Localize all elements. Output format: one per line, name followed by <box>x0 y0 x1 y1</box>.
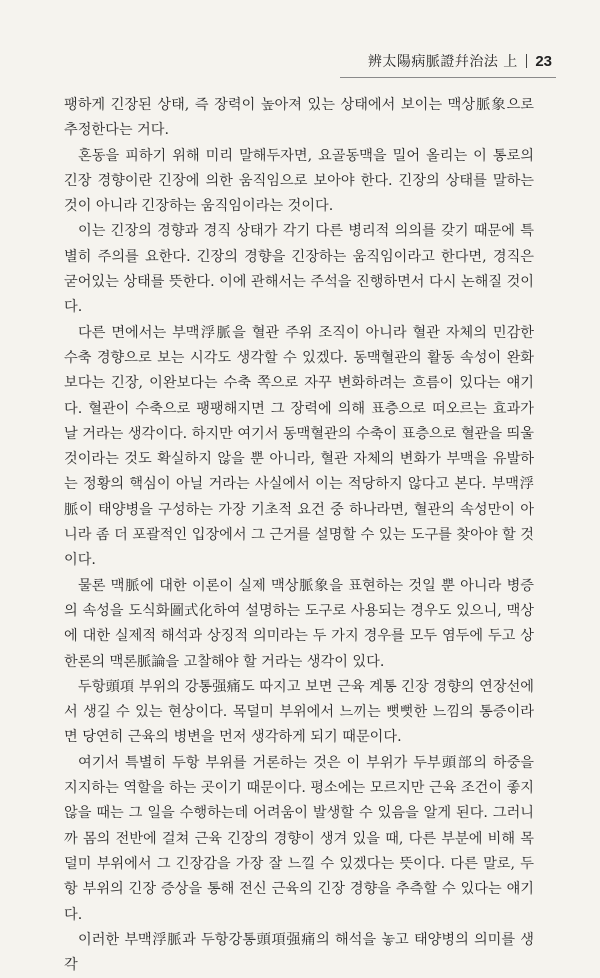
paragraph: 팽하게 긴장된 상태, 즉 장력이 높아져 있는 상태에서 보이는 맥상脈象으로 추정한다는 거다. <box>64 97 534 139</box>
paragraph: 여기서 특별히 두항 부위를 거론하는 것은 이 부위가 두부頭部의 하중을 지지하는 역할을 하는 곳이기 때문이다. 평소에는 모르지만 근육 조건이 좋지 않을 때는 그 일을 수행하는데 어려움이 발생할 수 있음을 알게 된다. 그러니까 몸의 전반에 걸쳐 근육 긴장의 경향이 생겨 있을 때, 다른 부분에 비해 목덜미 부위에서 그 긴장감을 가장 잘 느낄 수 있겠다는 뜻이다. 다른 말로, 두항 부위의 긴장 증상을 통해 전신 근육의 긴장 경향을 추측할 수 있다는 얘기다. <box>64 754 534 923</box>
body-text <box>64 93 534 978</box>
paragraph: 이는 긴장의 경향과 경직 상태가 각기 다른 병리적 의의를 갖기 때문에 특별히 주의를 요한다. 긴장의 경향을 긴장하는 움직임이라고 한다면, 경직은 굳어있는 상태를 뜻한다. 이에 관해서는 주석을 진행하면서 다시 논해질 것이다. <box>64 223 534 316</box>
chapter-title: 辨太陽病脈證幷治法 上 <box>367 54 518 70</box>
running-header <box>0 50 552 72</box>
header-rule <box>340 77 556 78</box>
paragraph: 다른 면에서는 부맥浮脈을 혈관 주위 조직이 아니라 혈관 자체의 민감한 수축 경향으로 보는 시각도 생각할 수 있겠다. 동맥혈관의 활동 속성이 완화보다는 긴장, 이완보다는 수축 쪽으로 자꾸 변화하려는 흐름이 있다는 얘기다. 혈관이 수축으로 팽팽해지면 그 장력에 의해 표층으로 떠오르는 효과가 날 거라는 생각이다. 하지만 여기서 동맥혈관의 수축이 표층으로 혈관을 띄울 것이라는 것도 확실하지 않을 뿐 아니라, 혈관 자체의 변화가 부맥을 유발하는 정황의 핵심이 아닐 거라는 사실에서 이는 적당하지 않다고 본다. 부맥浮脈이 태양병을 구성하는 가장 기초적 요건 중 하나라면, 혈관의 속성만이 아니라 좀 더 포괄적인 입장에서 그 근거를 설명할 수 있는 도구를 찾아야 할 것이다. <box>64 324 534 569</box>
paragraph: 두항頭項 부위의 강통强痛도 따지고 보면 근육 계통 긴장 경향의 연장선에서 생길 수 있는 현상이다. 목덜미 부위에서 느끼는 뻣뻣한 느낌의 통증이라면 당연히 근육의 병변을 먼저 생각하게 되기 때문이다. <box>64 678 534 746</box>
header-divider <box>526 54 528 68</box>
paragraph: 혼동을 피하기 위해 미리 말해두자면, 요골동맥을 밀어 올리는 이 통로의 긴장 경향이란 긴장에 의한 움직임으로 보아야 한다. 긴장의 상태를 말하는 것이 아니라 긴장하는 움직임이라는 것이다. <box>64 147 534 215</box>
page-number: 23 <box>535 52 552 70</box>
paragraph: 이러한 부맥浮脈과 두항강통頭項强痛의 해석을 놓고 태양병의 의미를 생각 <box>64 931 534 974</box>
paragraph: 물론 맥脈에 대한 이론이 실제 맥상脈象을 표현하는 것일 뿐 아니라 병증의 속성을 도식화圖式化하여 설명하는 도구로 사용되는 경우도 있으니, 맥상에 대한 실제적 해석과 상징적 의미라는 두 가지 경우를 모두 염두에 두고 상한론의 맥론脈論을 고찰해야 할 거라는 생각이 있다. <box>64 577 534 670</box>
